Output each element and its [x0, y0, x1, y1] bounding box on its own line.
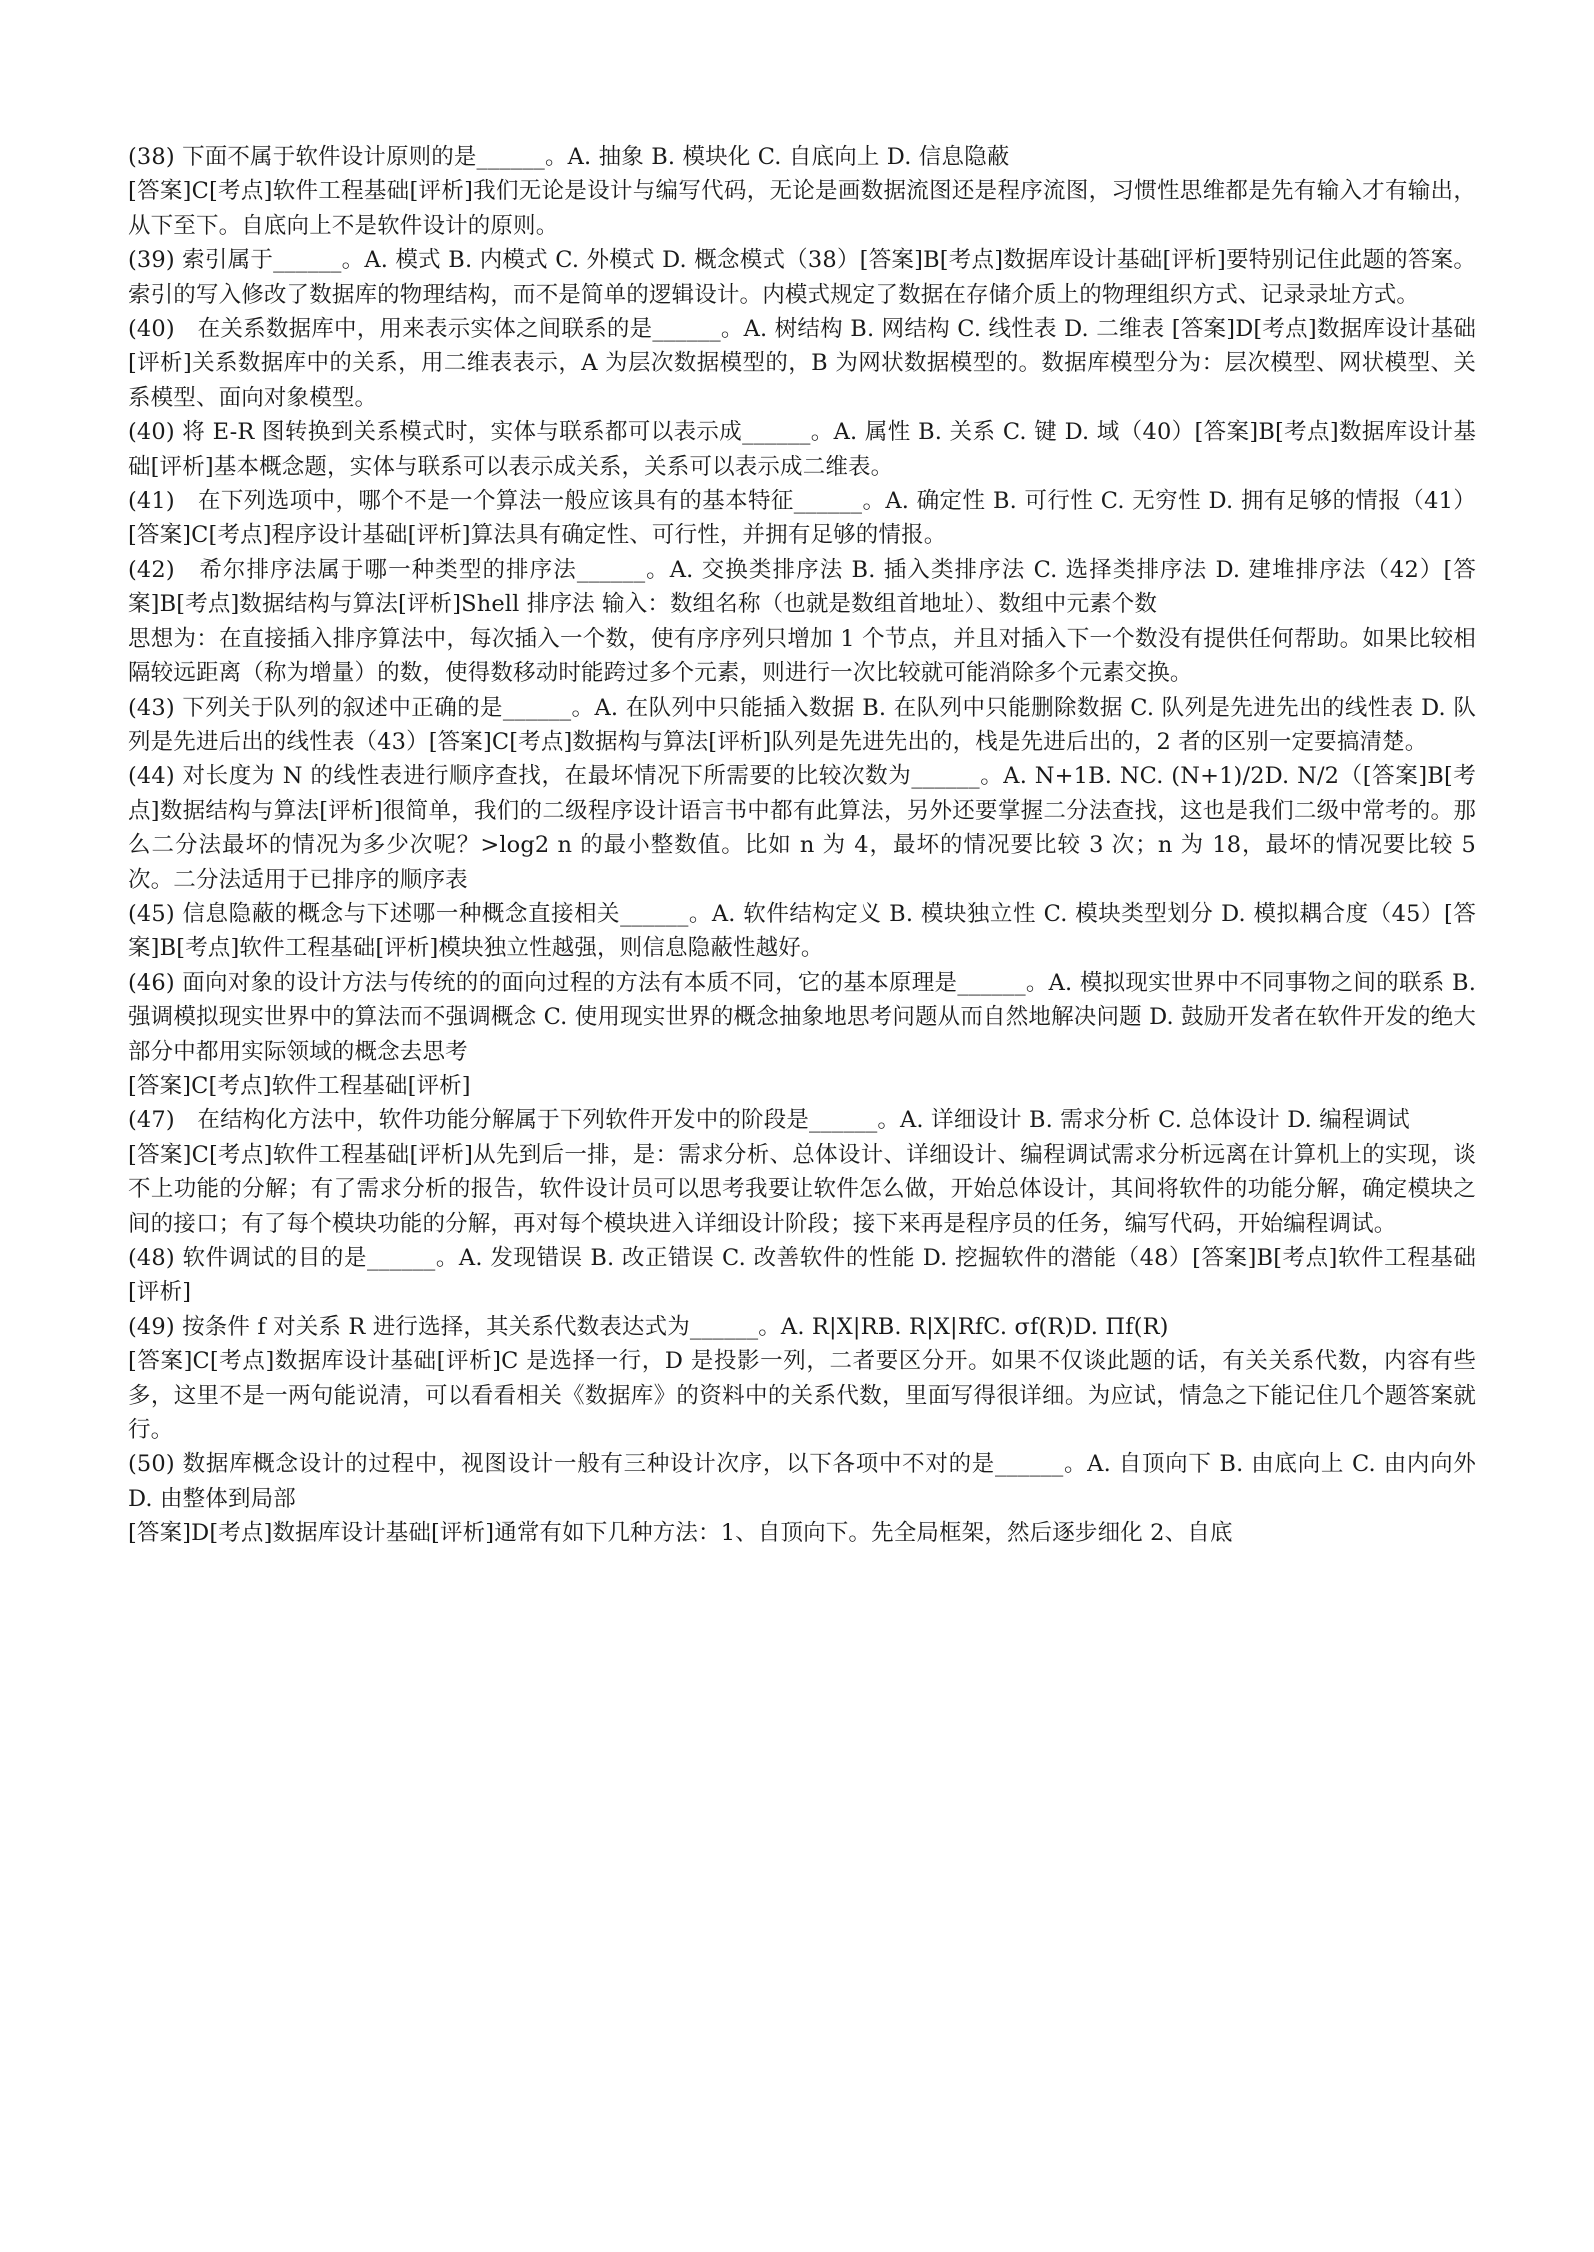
question-43: (43) 下列关于队列的叙述中正确的是______。A. 在队列中只能插入数据 B. 在队列中只能删除数据 C. 队列是先进先出的线性表 D. 队列是先进后出的线性表（43）[答案]C[考点]数据构与算法[评析]队列是先进先出的，栈是先进后出的，2 者的区别一定要搞清楚。 [128, 694, 1476, 755]
answer-50: [答案]D[考点]数据库设计基础[评析]通常有如下几种方法：1、自顶向下。先全局框架，然后逐步细化 2、自底 [128, 1520, 1233, 1547]
question-42: (42) 希尔排序法属于哪一种类型的排序法______。A. 交换类排序法 B. 插入类排序法 C. 选择类排序法 D. 建堆排序法（42）[答案]B[考点]数据结构与算法[评析]Shell 排序法 输入：数组名称（也就是数组首地址）、数组中元素个数 [128, 556, 1476, 618]
question-39: (39) 索引属于______。A. 模式 B. 内模式 C. 外模式 D. 概念模式（38）[答案]B[考点]数据库设计基础[评析]要特别记住此题的答案。索引的写入修改了数据库的物理结构，而不是简单的逻辑设计。内模式规定了数据在存储介质上的物理组织方式、记录录址方式。 [128, 247, 1476, 308]
question-47: (47) 在结构化方法中，软件功能分解属于下列软件开发中的阶段是______。A. 详细设计 B. 需求分析 C. 总体设计 D. 编程调试 [128, 1107, 1410, 1134]
question-50: (50) 数据库概念设计的过程中，视图设计一般有三种设计次序，以下各项中不对的是______。A. 自顶向下 B. 由底向上 C. 由内向外 D. 由整体到局部 [128, 1451, 1476, 1512]
answer-47: [答案]C[考点]软件工程基础[评析]从先到后一排，是：需求分析、总体设计、详细设计、编程调试需求分析远离在计算机上的实现，谈不上功能的分解；有了需求分析的报告，软件设计员可以思考我要让软件怎么做，开始总体设计，其间将软件的功能分解，确定模块之间的接口；有了每个模块功能的分解，再对每个模块进入详细设计阶段；接下来再是程序员的任务，编写代码，开始编程调试。 [128, 1141, 1476, 1237]
answer-38: [答案]C[考点]软件工程基础[评析]我们无论是设计与编写代码，无论是画数据流图还是程序流图，习惯性思维都是先有输入才有输出，从下至下。自底向上不是软件设计的原则。 [128, 178, 1476, 239]
question-40b: (40) 将 E-R 图转换到关系模式时，实体与联系都可以表示成______。A. 属性 B. 关系 C. 键 D. 域（40）[答案]B[考点]数据库设计基础[评析]基本概念题，实体与联系可以表示成关系，关系可以表示成二维表。 [128, 419, 1476, 480]
question-49: (49) 按条件 f 对关系 R 进行选择，其关系代数表达式为______。A. R|X|RB. R|X|RfC. σf(R)D. Пf(R) [128, 1313, 1169, 1340]
question-48: (48) 软件调试的目的是______。A. 发现错误 B. 改正错误 C. 改善软件的性能 D. 挖掘软件的潜能（48）[答案]B[考点]软件工程基础[评析] [128, 1245, 1476, 1306]
question-40a: (40) 在关系数据库中，用来表示实体之间联系的是______。A. 树结构 B. 网结构 C. 线性表 D. 二维表 [答案]D[考点]数据库设计基础[评析]关系数据库中的关系，用二维表表示，A 为层次数据模型的，B 为网状数据模型的。数据库模型分为：层次模型、网状模型、关系模型、面向对象模型。 [128, 316, 1476, 411]
answer-46: [答案]C[考点]软件工程基础[评析] [128, 1072, 471, 1099]
answer-49: [答案]C[考点]数据库设计基础[评析]C 是选择一行，D 是投影一列，二者要区分开。如果不仅谈此题的话，有关关系代数，内容有些多，这里不是一两句能说清，可以看看相关《数据库》的资料中的关系代数，里面写得很详细。为应试，情急之下能记住几个题答案就行。 [128, 1348, 1476, 1444]
explanation-42: 思想为：在直接插入排序算法中，每次插入一个数，使有序序列只增加 1 个节点，并且对插入下一个数没有提供任何帮助。如果比较相隔较远距离（称为增量）的数，使得数移动时能跨过多个元素，则进行一次比较就可能消除多个元素交换。 [128, 625, 1476, 687]
question-44: (44) 对长度为 N 的线性表进行顺序查找，在最坏情况下所需要的比较次数为______。A. N+1B. NC. (N+1)/2D. N/2（[答案]B[考点]数据结构与算法[评析]很简单，我们的二级程序设计语言书中都有此算法，另外还要掌握二分法查找，这也是我们二级中常考的。那么二分法最坏的情况为多少次呢？>log2 n 的最小整数值。比如 n 为 4，最坏的情况要比较 3 次；n 为 18，最坏的情况要比较 5 次。二分法适用于已排序的顺序表 [128, 763, 1476, 893]
question-46: (46) 面向对象的设计方法与传统的的面向过程的方法有本质不同，它的基本原理是______。A. 模拟现实世界中不同事物之间的联系 B. 强调模拟现实世界中的算法而不强调概念 C. 使用现实世界的概念抽象地思考问题从而自然地解决问题 D. 鼓励开发者在软件开发的绝大部分中都用实际领域的概念去思考 [128, 969, 1476, 1065]
question-38: (38) 下面不属于软件设计原则的是______。A. 抽象 B. 模块化 C. 自底向上 D. 信息隐蔽 [128, 144, 1010, 170]
document-page [128, 140, 1476, 1551]
question-45: (45) 信息隐蔽的概念与下述哪一种概念直接相关______。A. 软件结构定义 B. 模块独立性 C. 模块类型划分 D. 模拟耦合度（45）[答案]B[考点]软件工程基础[评析]模块独立性越强，则信息隐蔽性越好。 [128, 900, 1476, 962]
question-41: (41) 在下列选项中，哪个不是一个算法一般应该具有的基本特征______。A. 确定性 B. 可行性 C. 无穷性 D. 拥有足够的情报（41）[答案]C[考点]程序设计基础[评析]算法具有确定性、可行性，并拥有足够的情报。 [128, 488, 1476, 549]
